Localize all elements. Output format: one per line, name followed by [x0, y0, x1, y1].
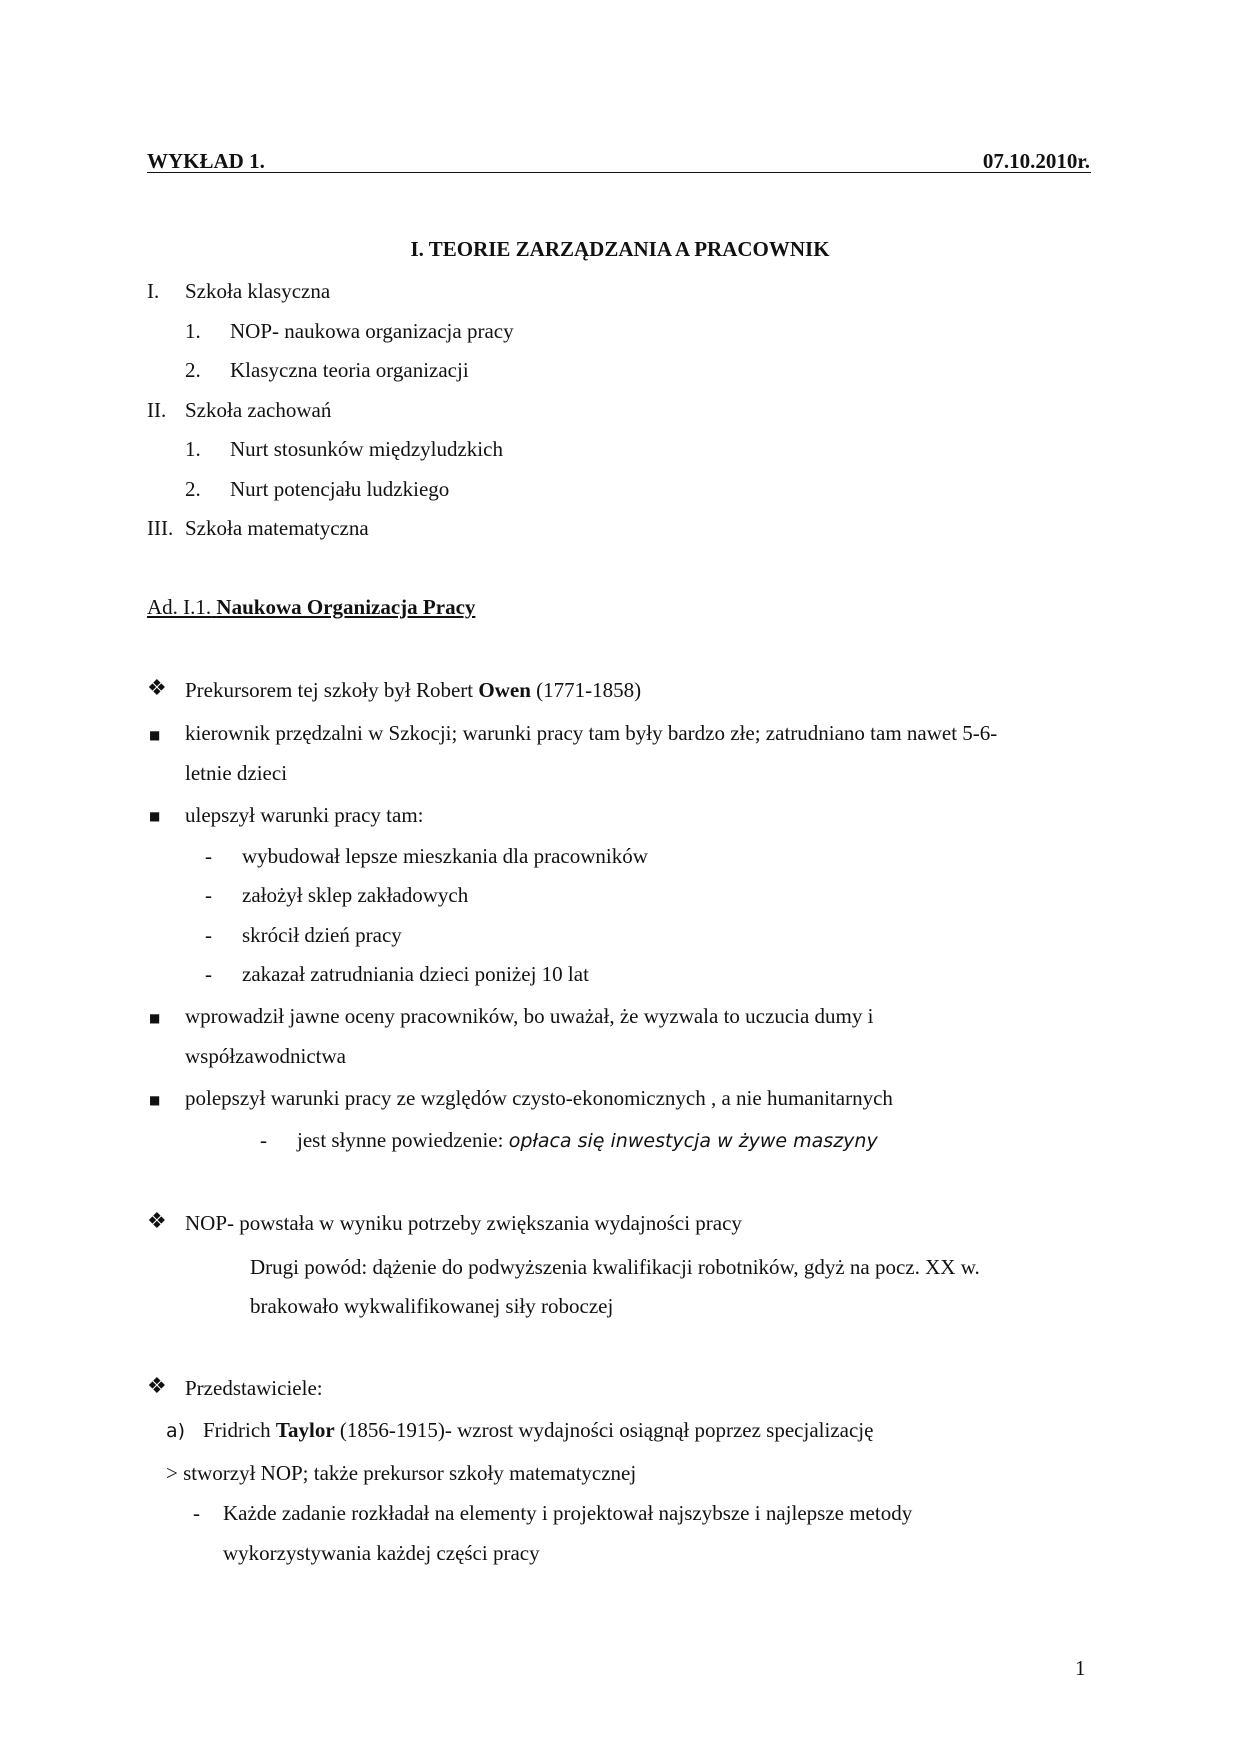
dash-icon: - [205, 962, 212, 986]
taylor-subitem: Każde zadanie rozkładał na elementy i projektował najszybsze i najlepsze metody [223, 1501, 913, 1525]
owen-bullet: letnie dzieci [185, 761, 288, 785]
owen-bullet: wprowadził jawne oceny pracowników, bo uważał, że wyzwala to uczucia dumy i [185, 1004, 874, 1028]
dash-icon: - [205, 923, 212, 947]
outline-num: 2. [185, 358, 201, 382]
dash-icon: - [205, 883, 212, 907]
header-underline [147, 148, 1091, 173]
outline-num: II. [147, 398, 167, 422]
reps-taylor [203, 1417, 873, 1443]
dash-icon: - [260, 1128, 267, 1152]
square-bullet-icon: ■ [149, 1093, 161, 1107]
owen-years: (1771-1858) [536, 678, 642, 702]
outline-item: Klasyczna teoria organizacji [230, 358, 469, 382]
section-title: Naukowa Organizacja Pracy [216, 595, 476, 619]
outline-num: I. [147, 279, 160, 303]
square-bullet-icon: ■ [149, 1011, 161, 1025]
owen-subitem: skrócił dzień pracy [242, 923, 402, 947]
nop-reason: Drugi powód: dążenie do podwyższenia kwalifikacji robotników, gdyż na pocz. XX w. [250, 1255, 980, 1279]
owen-bullet: kierownik przędzalni w Szkocji; warunki pracy tam były bardzo złe; zatrudniano tam nawet 5-6- [185, 721, 998, 745]
outline-item: Szkoła matematyczna [185, 516, 369, 540]
owen-intro-text: Prekursorem tej szkoły był Robert [185, 678, 474, 702]
page-title: I. TEORIE ZARZĄDZANIA A PRACOWNIK [410, 237, 830, 261]
outline-item: Nurt stosunków międzyludzkich [230, 437, 503, 461]
dash-icon: - [205, 844, 212, 868]
saying-intro: jest słynne powiedzenie: [297, 1128, 504, 1152]
diamond-bullet-icon: ❖ [147, 676, 167, 701]
lecture-label: WYKŁAD 1. [147, 149, 265, 173]
page-number: 1 [1075, 1656, 1086, 1680]
outline-num: 1. [185, 319, 201, 343]
outline-item: NOP- naukowa organizacja pracy [230, 319, 514, 343]
outline-num: III. [147, 516, 174, 540]
square-bullet-icon: ■ [149, 809, 161, 823]
owen-name: Owen [478, 678, 531, 702]
saying-quote: opłaca się inwestycja w żywe maszyny [508, 1130, 878, 1152]
owen-intro [185, 677, 641, 703]
taylor-name: Taylor [275, 1418, 335, 1442]
outline-item: Nurt potencjału ludzkiego [230, 477, 450, 501]
owen-bullet: współzawodnictwa [185, 1044, 346, 1068]
owen-saying [297, 1127, 878, 1154]
owen-subitem: założył sklep zakładowych [242, 883, 469, 907]
owen-subitem: zakazał zatrudniania dzieci poniżej 10 lat [242, 962, 589, 986]
reps-letter: a) [166, 1420, 186, 1442]
outline-num: 1. [185, 437, 201, 461]
outline-item: Szkoła klasyczna [185, 279, 331, 303]
section-heading [147, 594, 475, 620]
nop-text: NOP- powstała w wyniku potrzeby zwiększania wydajności pracy [185, 1211, 742, 1235]
owen-bullet: ulepszył warunki pracy tam: [185, 803, 424, 827]
outline-num: 2. [185, 477, 201, 501]
taylor-first-name: Fridrich [203, 1418, 271, 1442]
lecture-date: 07.10.2010r. [982, 149, 1090, 173]
nop-reason: brakowało wykwalifikowanej siły roboczej [250, 1294, 614, 1318]
square-bullet-icon: ■ [149, 728, 161, 742]
owen-subitem: wybudował lepsze mieszkania dla pracowników [242, 844, 648, 868]
diamond-bullet-icon: ❖ [147, 1209, 167, 1234]
outline-item: Szkoła zachowań [185, 398, 332, 422]
taylor-subitem: wykorzystywania każdej części pracy [223, 1541, 540, 1565]
owen-bullet: polepszył warunki pracy ze względów czysto-ekonomicznych , a nie humanitarnych [185, 1086, 893, 1110]
section-prefix: Ad. I.1. [147, 595, 212, 619]
dash-icon: - [193, 1501, 200, 1525]
taylor-note: > stworzył NOP; także prekursor szkoły matematycznej [166, 1461, 637, 1485]
diamond-bullet-icon: ❖ [147, 1374, 167, 1399]
reps-label: Przedstawiciele: [185, 1376, 323, 1400]
taylor-desc: (1856-1915)- wzrost wydajności osiągnął poprzez specjalizację [339, 1418, 874, 1442]
